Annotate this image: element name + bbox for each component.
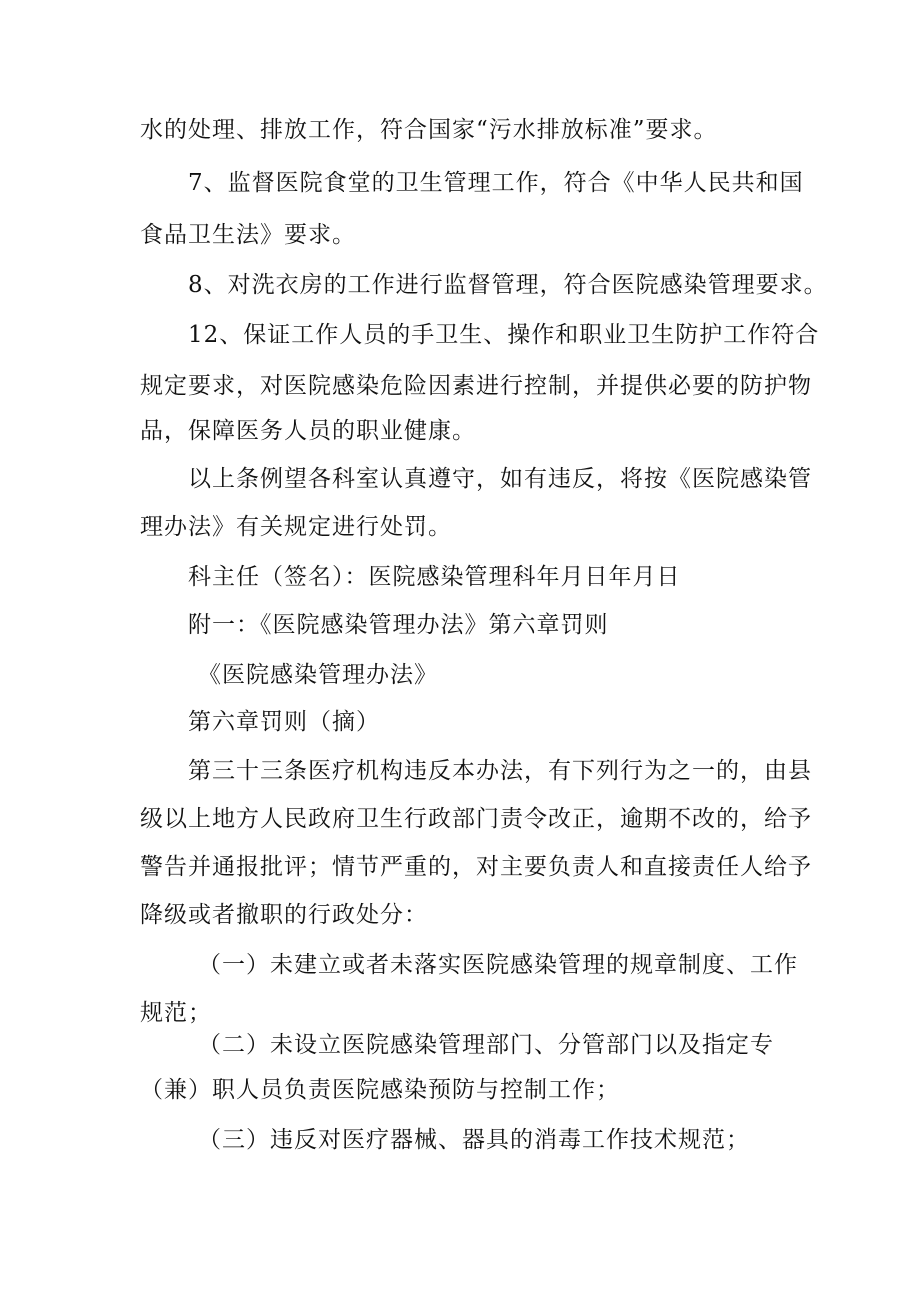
- list-item: （三）违反对医疗器械、器具的消毒工作技术规范；: [198, 1127, 750, 1153]
- text-line: 食品卫生法》要求。: [140, 222, 356, 248]
- appendix-title: 附一：《医院感染管理办法》第六章罚则: [188, 612, 609, 638]
- list-item: （二）未设立医院感染管理部门、分管部门以及指定专: [198, 1032, 774, 1058]
- text-line: 水的处理、排放工作，符合国家“污水排放标准”要求。: [140, 117, 718, 143]
- signature-line: 科主任（签名）：医院感染管理科年月日年月日: [188, 564, 681, 590]
- text-line: 警告并通报批评；情节严重的，对主要负责人和直接责任人给予: [140, 854, 812, 880]
- text-line: 12、保证工作人员的手卫生、操作和职业卫生防护工作符合: [188, 322, 820, 348]
- text-line: 理办法》有关规定进行处罚。: [140, 514, 452, 540]
- list-item-continuation: 规范；: [140, 1000, 212, 1026]
- regulation-title: 《医院感染管理办法》: [198, 662, 438, 688]
- text-line: 7、监督医院食堂的卫生管理工作，符合《中华人民共和国: [188, 170, 804, 196]
- chapter-title: 第六章罚则（摘）: [188, 709, 380, 735]
- list-item: （一）未建立或者未落实医院感染管理的规章制度、工作: [198, 952, 798, 978]
- text-line: 以上条例望各科室认真遵守，如有违反，将按《医院感染管: [188, 466, 812, 492]
- text-line: 第三十三条医疗机构违反本办法，有下列行为之一的，由县: [188, 758, 812, 784]
- text-line: 级以上地方人民政府卫生行政部门责令改正，逾期不改的，给予: [140, 806, 812, 832]
- list-item-continuation: （兼）职人员负责医院感染预防与控制工作；: [140, 1077, 620, 1103]
- text-line: 规定要求，对医院感染危险因素进行控制，并提供必要的防护物: [140, 373, 812, 399]
- text-line: 降级或者撤职的行政处分：: [140, 902, 428, 928]
- text-line: 品，保障医务人员的职业健康。: [140, 418, 476, 444]
- text-line: 8、对洗衣房的工作进行监督管理，符合医院感染管理要求。: [188, 272, 828, 298]
